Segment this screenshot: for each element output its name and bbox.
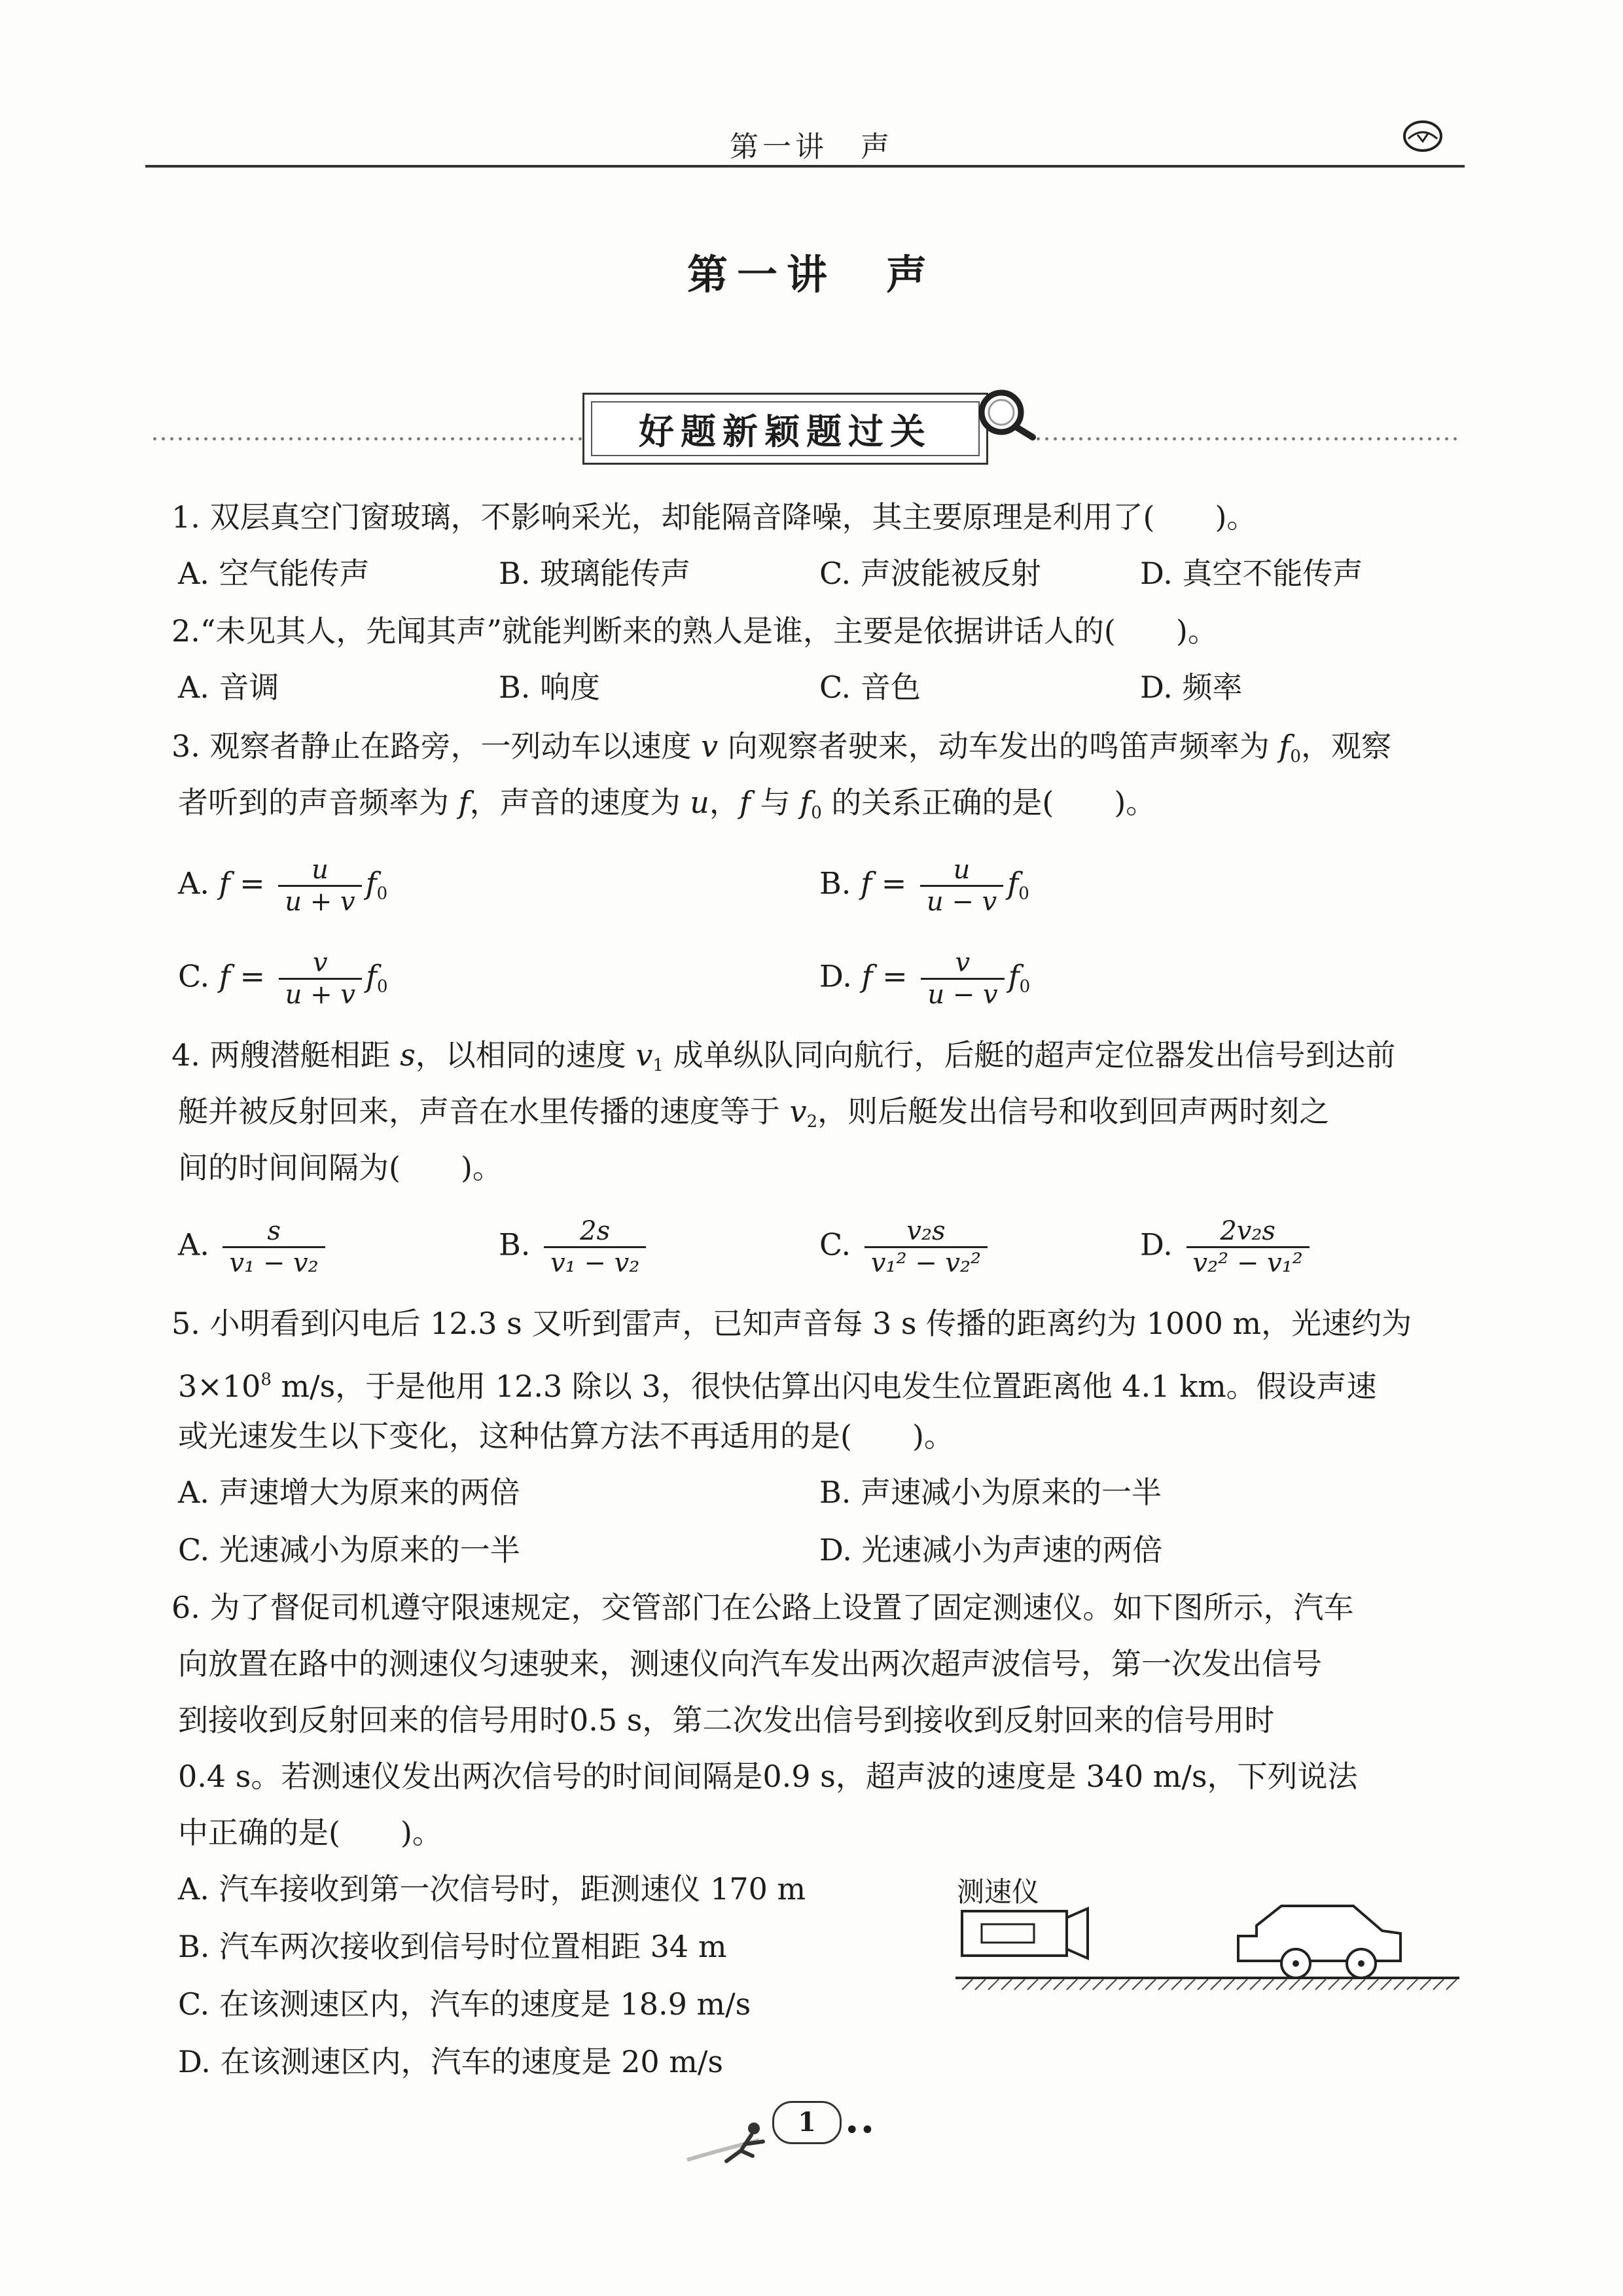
speed-meter-icon: [962, 1909, 1088, 1958]
q1-option-b: B. 玻璃能传声: [499, 556, 691, 591]
question-5-stem-line-3: 或光速发生以下变化，这种估算方法不再适用的是( )。: [178, 1418, 954, 1454]
q5-option-a: A. 声速增大为原来的两倍: [178, 1475, 520, 1510]
q6-option-a: A. 汽车接收到第一次信号时，距测速仪 170 m: [178, 1871, 806, 1907]
q6-option-b: B. 汽车两次接收到信号时位置相距 34 m: [178, 1929, 727, 1964]
runner-icon: [681, 2114, 785, 2173]
question-4-stem-line-1: 4. 两艘潜艇相距 s，以相同的速度 $v_1$ 成单纵队同向航行，后艇的超声定位器发出信号到达前: [171, 1037, 1396, 1075]
running-header-title: 第一讲 声: [730, 130, 893, 164]
question-3-stem-line-2: 者听到的声音频率为 f，声音的速度为 u，f 与 $f_0$ 的关系正确的是( )。: [178, 785, 1156, 823]
q2-option-d: D. 频率: [1140, 670, 1243, 705]
q5-option-c: C. 光速减小为原来的一半: [178, 1532, 520, 1568]
fraction: $\frac{u}{u + v}$: [278, 855, 361, 917]
fraction: $\frac{v}{u - v}$: [921, 948, 1004, 1010]
q4-option-c: C. $\frac{\text{v₂s}}{\text{v₁² − v₂²}}$: [819, 1216, 991, 1278]
question-5-stem-line-2: $3\times 10^8$ m/s，于是他用 12.3 除以 3，很快估算出闪电发生位置距离他 4.1 km。假设声速: [178, 1369, 1377, 1404]
fraction: $\frac{2s}{\text{v₁ − v₂}}$: [544, 1216, 646, 1278]
q1-option-d: D. 真空不能传声: [1140, 556, 1363, 591]
q2-option-a: A. 音调: [178, 670, 279, 705]
page-number: 1: [772, 2101, 842, 2144]
q2-option-b: B. 响度: [499, 670, 601, 705]
question-6-stem-line-3: 到接收到反射回来的信号用时0.5 s，第二次发出信号到接收到反射回来的信号用时: [178, 1702, 1275, 1738]
q3-option-a: A. f = $\frac{u}{u + v}$ $f_0$: [178, 855, 388, 917]
question-5-stem-line-1: 5. 小明看到闪电后 12.3 s 又听到雷声，已知声音每 3 s 传播的距离约为 1000 m，光速约为: [171, 1306, 1412, 1341]
q6-option-d: D. 在该测速区内，汽车的速度是 20 m/s: [178, 2044, 723, 2079]
section-banner-label: 好题新颖题过关: [591, 401, 980, 456]
footer-dots-decoration: ••: [844, 2115, 876, 2145]
question-6-stem-line-1: 6. 为了督促司机遵守限速规定，交管部门在公路上设置了固定测速仪。如下图所示，汽车: [171, 1590, 1354, 1625]
q2-option-c: C. 音色: [819, 670, 921, 705]
speed-meter-car-figure: [942, 1865, 1466, 1996]
q5-option-b: B. 声速减小为原来的一半: [819, 1475, 1162, 1510]
question-6-stem-line-2: 向放置在路中的测速仪匀速驶来，测速仪向汽车发出两次超声波信号，第一次发出信号: [178, 1646, 1322, 1681]
fraction: $\frac{\text{2v₂s}}{\text{v₂² − v₁²}}$: [1186, 1216, 1310, 1278]
fraction: $\frac{u}{u - v}$: [920, 855, 1003, 917]
q1-option-a: A. 空气能传声: [178, 556, 370, 591]
q4-option-a: A. $\frac{s}{\text{v₁ − v₂}}$: [178, 1216, 329, 1278]
speed-meter-label: 测速仪: [957, 1876, 1040, 1908]
question-2-stem: 2.“未见其人，先闻其声”就能判断来的熟人是谁，主要是依据讲话人的( )。: [171, 613, 1218, 649]
fraction: $\frac{\text{v₂s}}{\text{v₁² − v₂²}}$: [865, 1216, 988, 1278]
q1-option-c: C. 声波能被反射: [819, 556, 1041, 591]
reading-badge-icon: [1399, 117, 1446, 153]
question-1-stem: 1. 双层真空门窗玻璃，不影响采光，却能隔音降噪，其主要原理是利用了( )。: [171, 499, 1257, 535]
page-title: 第一讲 声: [687, 251, 936, 298]
question-4-stem-line-3: 间的时间间隔为( )。: [178, 1150, 503, 1185]
q6-option-c: C. 在该测速区内，汽车的速度是 18.9 m/s: [178, 1986, 751, 2022]
magnifier-icon: [969, 380, 1041, 452]
question-6-stem-line-4: 0.4 s。若测速仪发出两次信号的时间间隔是0.9 s，超声波的速度是 340 m/s，下列说法: [178, 1759, 1358, 1794]
section-banner: [582, 393, 988, 465]
header-rule: [145, 165, 1465, 168]
car-icon: [1238, 1906, 1400, 1978]
question-4-stem-line-2: 艇并被反射回来，声音在水里传播的速度等于 $v_2$，则后艇发出信号和收到回声两时刻之: [178, 1094, 1330, 1132]
road-ground: [955, 1978, 1459, 1990]
q5-option-d: D. 光速减小为声速的两倍: [819, 1532, 1163, 1568]
q3-option-c: C. f = $\frac{v}{u + v}$ $f_0$: [178, 948, 388, 1010]
question-6-stem-line-5: 中正确的是( )。: [178, 1815, 442, 1850]
q4-option-d: D. $\frac{\text{2v₂s}}{\text{v₂² − v₁²}}$: [1140, 1216, 1313, 1278]
q3-option-d: D. f = $\frac{v}{u - v}$ $f_0$: [819, 948, 1031, 1010]
fraction: $\frac{v}{u + v}$: [279, 948, 362, 1010]
q4-option-b: B. $\frac{2s}{\text{v₁ − v₂}}$: [499, 1216, 650, 1278]
q3-option-b: B. f = $\frac{u}{u - v}$ $f_0$: [819, 855, 1029, 917]
dotted-divider-left: [151, 435, 582, 444]
fraction: $\frac{s}{\text{v₁ − v₂}}$: [223, 1216, 325, 1278]
question-3-stem-line-1: 3. 观察者静止在路旁，一列动车以速度 v 向观察者驶来，动车发出的鸣笛声频率为 $f_0$，观察: [171, 728, 1391, 766]
dotted-divider-right: [1034, 435, 1459, 444]
